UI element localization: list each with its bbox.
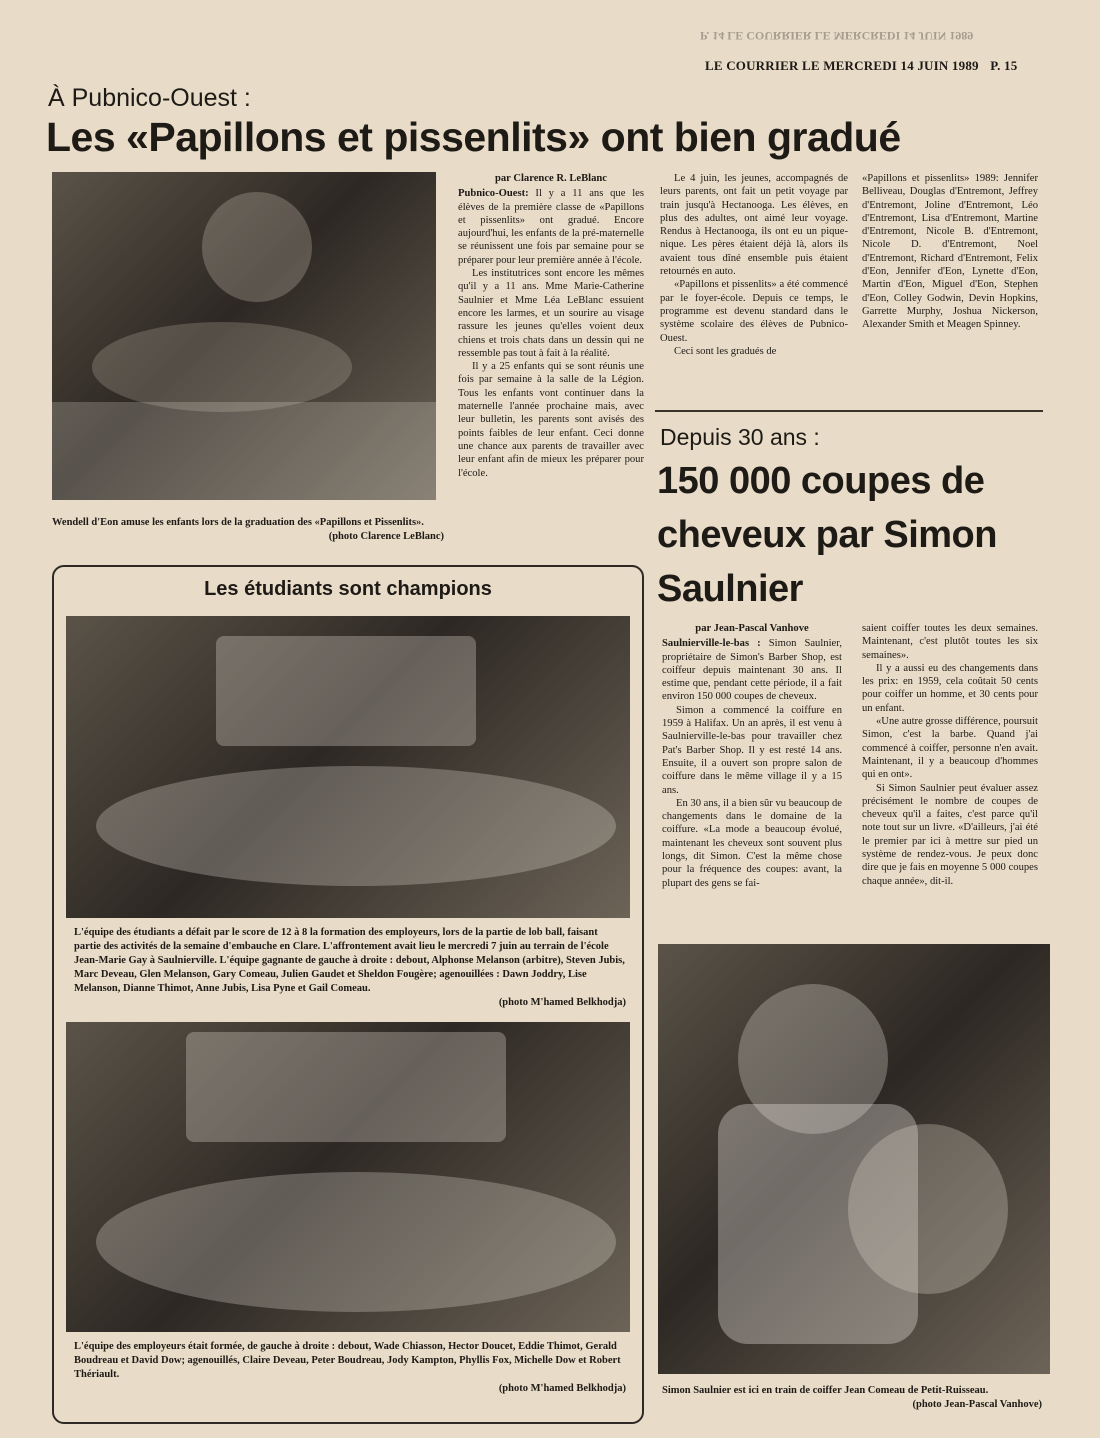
graduates-list: «Papillons et pissenlits» 1989: Jennifer Belliveau, Douglas d'Entremont, Jeffrey d'Entremont, Joline d'Entremont, Léo d'Entremont, Lisa d'Entremont, Martine d'Entremont, Nicole B. d'Entremont, Nicole D. d'Entremont, Noel d'Entremont, Richard d'Entremont, Felix d'Eon, Jennifer d'Eon, Lynette d'Eon, Martin d'Eon, Miguel d'Eon, Stephen d'Eon, Colley Godwin, Devin Hopkins, Garrette Murphy, Joshua Nickerson, Alexander Smith et Meagen Spinney. bbox=[862, 173, 1038, 331]
photo-guitar-children bbox=[52, 172, 436, 500]
photo-caption-students bbox=[74, 926, 626, 1010]
mirrored-page-header: P. 14 LE COURRIER LE MERCREDI 14 JUIN 1989 bbox=[700, 29, 974, 43]
article1-paragraph: Les institutrices sont encore les mêmes qu'il y a 11 ans. Mme Marie-Catherine Saulnier et Mme Léa LeBlanc essuient encore les larmes, et un sourire au visage rassure les jeunes qu'elles voient deux chiens et trois chats dans un dessin qui ne ressemble pas tout à fait à la réalité. bbox=[458, 268, 644, 359]
article2-paragraph: Il y a aussi eu des changements dans les prix: en 1959, cela coûtait 50 cents pour coiffer un homme, et 30 cents pour un enfant. bbox=[862, 662, 1038, 714]
article2-column-1 bbox=[662, 622, 842, 890]
article2-paragraph: «Une autre grosse différence, poursuit Simon, c'est la barbe. Quand j'ai commencé à coiffer, personne n'en avait. Maintenant, il y a beaucoup d'hommes qui en ont». bbox=[862, 716, 1038, 781]
article1-kicker: À Pubnico-Ouest : bbox=[48, 84, 251, 112]
article1-column-2 bbox=[660, 172, 848, 358]
article2-paragraph: Simon a commencé la coiffure en 1959 à Halifax. Un an après, il est venu à Saulnierville-le-bas pour travailler chez Pat's Barber Shop. Il y est resté 14 ans. Ensuite, il a ouvert son propre salon de coiffure dans le même village il y a 15 ans. bbox=[662, 704, 842, 796]
article2-paragraph: Saulnierville-le-bas : Simon Saulnier, propriétaire de Simon's Barber Shop, est coiffeur depuis maintenant 30 ans. Il estime que, pendant cette période, il a fait environ 150 000 coupes de cheveux. bbox=[662, 638, 842, 703]
caption-text: L'équipe des employeurs était formée, de gauche à droite : debout, Wade Chiasson, Hector Doucet, Eddie Thimot, Gerald Boudreau et David Dow; agenouillés, Claire Deveau, Peter Boudreau, Jody Kampton, Phyllis Fox, Michelle Dow et Robert Thériault. bbox=[74, 1341, 621, 1380]
article2-kicker: Depuis 30 ans : bbox=[660, 424, 820, 450]
newspaper-dateline: LE COURRIER LE MERCREDI 14 JUIN 1989 bbox=[705, 58, 979, 73]
article1-paragraph: Le 4 juin, les jeunes, accompagnés de leurs parents, ont fait un petit voyage par train jusqu'à Hectanooga. Les élèves, en plus des adultes, ont aimé leur voyage. Rendus à Hectanooga, ils ont eu un pique-nique. Les pères étaient déjà là, alors ils avaient tous dîné ensemble puis étaient retournés en auto. bbox=[660, 173, 848, 278]
article1-column-1 bbox=[458, 172, 644, 480]
photo-caption-guitar bbox=[52, 516, 444, 544]
article2-byline: par Jean-Pascal Vanhove bbox=[695, 623, 809, 634]
caption-text: L'équipe des étudiants a défait par le score de 12 à 8 la formation des employeurs, lors de la partie de lob ball, faisant partie des activités de la semaine d'embauche en Clare. L'affrontement avait lieu le mercredi 7 juin au terrain de l'école Jean-Marie Gay à Saulnierville. L'équipe gagnante de gauche à droite : debout, Alphonse Melanson (arbitre), Steven Jubis, Marc Deveau, Glen Melanson, Gary Comeau, Julien Gaudet et Sheldon Fougère; agenouillées : Dawn Joddry, Lise Melanson, Dianne Thimot, Anne Jubis, Lisa Pyne et Gail Comeau. bbox=[74, 927, 625, 994]
article1-column-3 bbox=[862, 172, 1038, 332]
page-number: P. 15 bbox=[990, 58, 1018, 73]
article1-paragraph: «Papillons et pissenlits» a été commencé par le foyer-école. Depuis ce temps, le programme est devenu standard dans le système scolaire des élèves de Pubnico-Ouest. bbox=[660, 279, 848, 344]
photo-credit: (photo Clarence LeBlanc) bbox=[328, 531, 444, 542]
photo-credit: (photo M'hamed Belkhodja) bbox=[498, 1383, 626, 1394]
photo-credit: (photo M'hamed Belkhodja) bbox=[498, 997, 626, 1008]
article1-headline: Les «Papillons et pissenlits» ont bien gradué bbox=[46, 114, 901, 160]
photo-caption-employers bbox=[74, 1340, 626, 1396]
photo-employers-team bbox=[66, 1022, 630, 1332]
page-header bbox=[705, 58, 1017, 74]
photo-credit: (photo Jean-Pascal Vanhove) bbox=[912, 1399, 1042, 1410]
article1-byline: par Clarence R. LeBlanc bbox=[494, 173, 607, 184]
box-title: Les étudiants sont champions bbox=[204, 578, 492, 600]
article2-paragraph: Si Simon Saulnier peut évaluer assez précisément le nombre de coupes de cheveux qu'il a faites, c'est parce qu'il note tout sur un livre. «D'ailleurs, j'ai été le premier par ici à mettre sur pied un système de rendez-vous. Je peux donc dire que je fais en moyenne 5 000 coupes chaque année», dit-il. bbox=[862, 782, 1038, 887]
article2-headline: 150 000 coupes de cheveux par Simon Saulnier bbox=[657, 460, 997, 610]
photo-students-team bbox=[66, 616, 630, 918]
caption-text: Simon Saulnier est ici en train de coiffer Jean Comeau de Petit-Ruisseau. bbox=[662, 1385, 989, 1396]
article1-paragraph: Il y a 25 enfants qui se sont réunis une fois par semaine à la salle de la Légion. Tous les enfants vont continuer dans la maternelle l'année prochaine mais, avec leur bulletin, les parents sont avisés des points faibles de leur enfant. Ceci donne une chance aux parents de travailler avec leur enfant afin de mieux les préparer pour l'école. bbox=[458, 361, 644, 479]
photo-caption-barber bbox=[662, 1384, 1042, 1412]
caption-text: Wendell d'Eon amuse les enfants lors de la graduation des «Papillons et Pissenlits». bbox=[52, 517, 424, 528]
article2-paragraph: En 30 ans, il a bien sûr vu beaucoup de changements dans le domaine de la coiffure. «La mode a beaucoup évolué, maintenant les cheveux sont souvent plus longs, dit Simon. C'est la même chose pour la fréquence des coupes: avant, la plupart des gens se fai- bbox=[662, 797, 842, 889]
article2-paragraph: saient coiffer toutes les deux semaines. Maintenant, c'est plutôt toutes les six semaines». bbox=[862, 623, 1038, 661]
section-divider bbox=[655, 410, 1043, 412]
photo-barber bbox=[658, 944, 1050, 1374]
article1-paragraph: Ceci sont les gradués de bbox=[674, 345, 777, 357]
article1-paragraph: Pubnico-Ouest: Il y a 11 ans que les élèves de la première classe de «Papillons et pissenlits» ont gradué. Encore aujourd'hui, les enfants de la pré-maternelle se réunissent une fois par semaine pour se préparer pour leur première année à l'école. bbox=[458, 188, 644, 266]
article2-column-2 bbox=[862, 622, 1038, 888]
